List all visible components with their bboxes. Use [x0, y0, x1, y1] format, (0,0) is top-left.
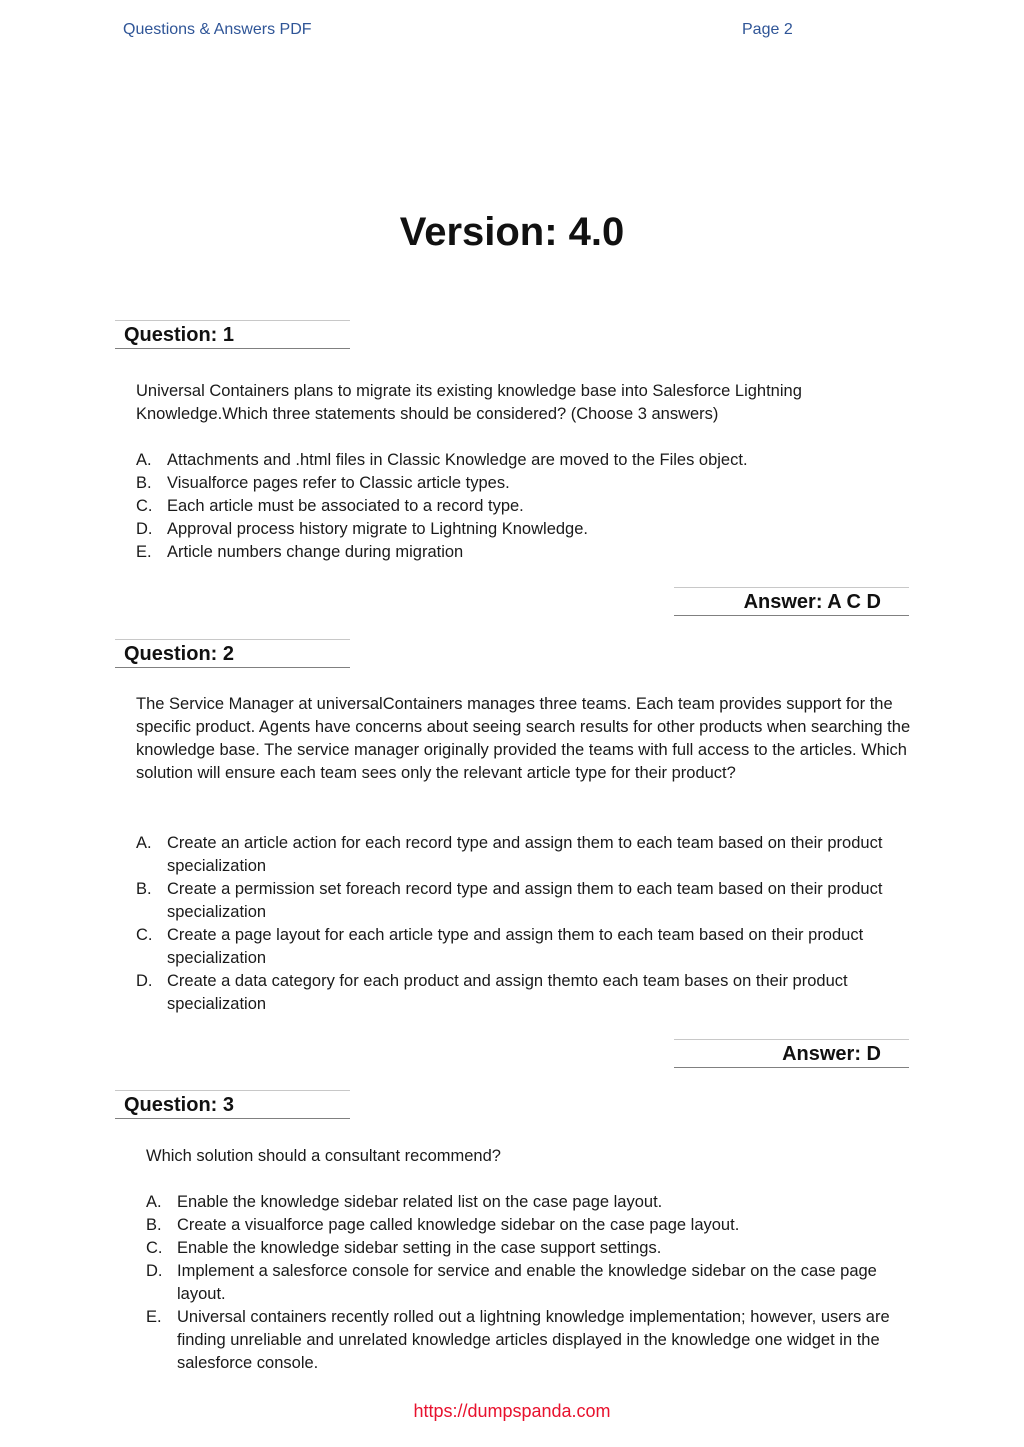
option-letter: C. — [136, 497, 153, 515]
option-letter: D. — [146, 1262, 163, 1280]
option — [146, 1306, 916, 1375]
option — [136, 878, 926, 924]
option — [136, 495, 926, 518]
option-letter: B. — [146, 1216, 162, 1234]
option — [136, 541, 926, 564]
question-3-options — [146, 1191, 916, 1375]
option-text: Enable the knowledge sidebar setting in the case support settings. — [177, 1239, 662, 1257]
option-text: Attachments and .html files in Classic Knowledge are moved to the Files object. — [167, 451, 748, 469]
option — [146, 1214, 916, 1237]
option-letter: A. — [136, 834, 152, 852]
question-2-options — [136, 832, 926, 1016]
option-letter: C. — [136, 926, 153, 944]
option-letter: D. — [136, 972, 153, 990]
header-title: Questions & Answers PDF — [123, 21, 312, 38]
option-letter: E. — [136, 543, 152, 561]
option-letter: B. — [136, 880, 152, 898]
option-letter: B. — [136, 474, 152, 492]
option — [146, 1191, 916, 1214]
option-letter: A. — [146, 1193, 162, 1211]
option-text: Create an article action for each record type and assign them to each team based on their product specialization — [167, 834, 883, 875]
answer-label: Answer: D — [782, 1043, 881, 1065]
option-text: Article numbers change during migration — [167, 543, 464, 561]
option-letter: C. — [146, 1239, 163, 1257]
question-3-label: Question: 3 — [124, 1094, 235, 1116]
question-2-answer — [674, 1039, 909, 1068]
option — [146, 1260, 916, 1306]
option — [136, 472, 926, 495]
answer-label: Answer: A C D — [743, 591, 881, 613]
option-text: Visualforce pages refer to Classic article types. — [167, 474, 510, 492]
question-3-heading — [115, 1090, 350, 1119]
question-3-text: Which solution should a consultant recommend? — [146, 1147, 501, 1165]
option-text: Create a page layout for each article type and assign them to each team based on their product specialization — [167, 926, 864, 967]
question-2-heading — [115, 639, 350, 668]
option — [136, 449, 926, 472]
page-number: Page 2 — [742, 21, 793, 38]
question-1-options — [136, 449, 926, 564]
option-text: Implement a salesforce console for service and enable the knowledge sidebar on the case page layout. — [177, 1262, 877, 1303]
question-1-answer — [674, 587, 909, 616]
option — [136, 924, 926, 970]
option — [136, 518, 926, 541]
question-1-label: Question: 1 — [124, 324, 235, 346]
version-title: Version: 4.0 — [399, 210, 625, 254]
option-letter: E. — [146, 1308, 162, 1326]
question-2-text: The Service Manager at universalContainers manages three teams. Each team provides support for the specific product. Agents have concerns about seeing search results for other products when searching the knowledge base. The service manager originally provided the teams with full access to the articles. Which solution will ensure each team sees only the relevant article type for their product? — [136, 695, 911, 782]
option-text: Create a visualforce page called knowledge sidebar on the case page layout. — [177, 1216, 740, 1234]
option-text: Approval process history migrate to Lightning Knowledge. — [167, 520, 588, 538]
option-text: Universal containers recently rolled out a lightning knowledge implementation; however, users are finding unreliable and unrelated knowledge articles displayed in the knowledge one widget in the salesforce console. — [177, 1308, 890, 1372]
question-1-text: Universal Containers plans to migrate its existing knowledge base into Salesforce Lightning Knowledge.Which three statements should be considered? (Choose 3 answers) — [136, 382, 802, 423]
option-letter: A. — [136, 451, 152, 469]
footer-link[interactable]: https://dumpspanda.com — [413, 1401, 611, 1421]
option — [146, 1237, 916, 1260]
question-1-heading — [115, 320, 350, 349]
option-text: Create a permission set foreach record type and assign them to each team based on their product specialization — [167, 880, 883, 921]
option-text: Create a data category for each product and assign themto each team bases on their product specialization — [167, 972, 848, 1013]
question-2-label: Question: 2 — [124, 643, 235, 665]
option-text: Each article must be associated to a record type. — [167, 497, 524, 515]
option — [136, 970, 926, 1016]
option-letter: D. — [136, 520, 153, 538]
option-text: Enable the knowledge sidebar related list on the case page layout. — [177, 1193, 663, 1211]
option — [136, 832, 926, 878]
